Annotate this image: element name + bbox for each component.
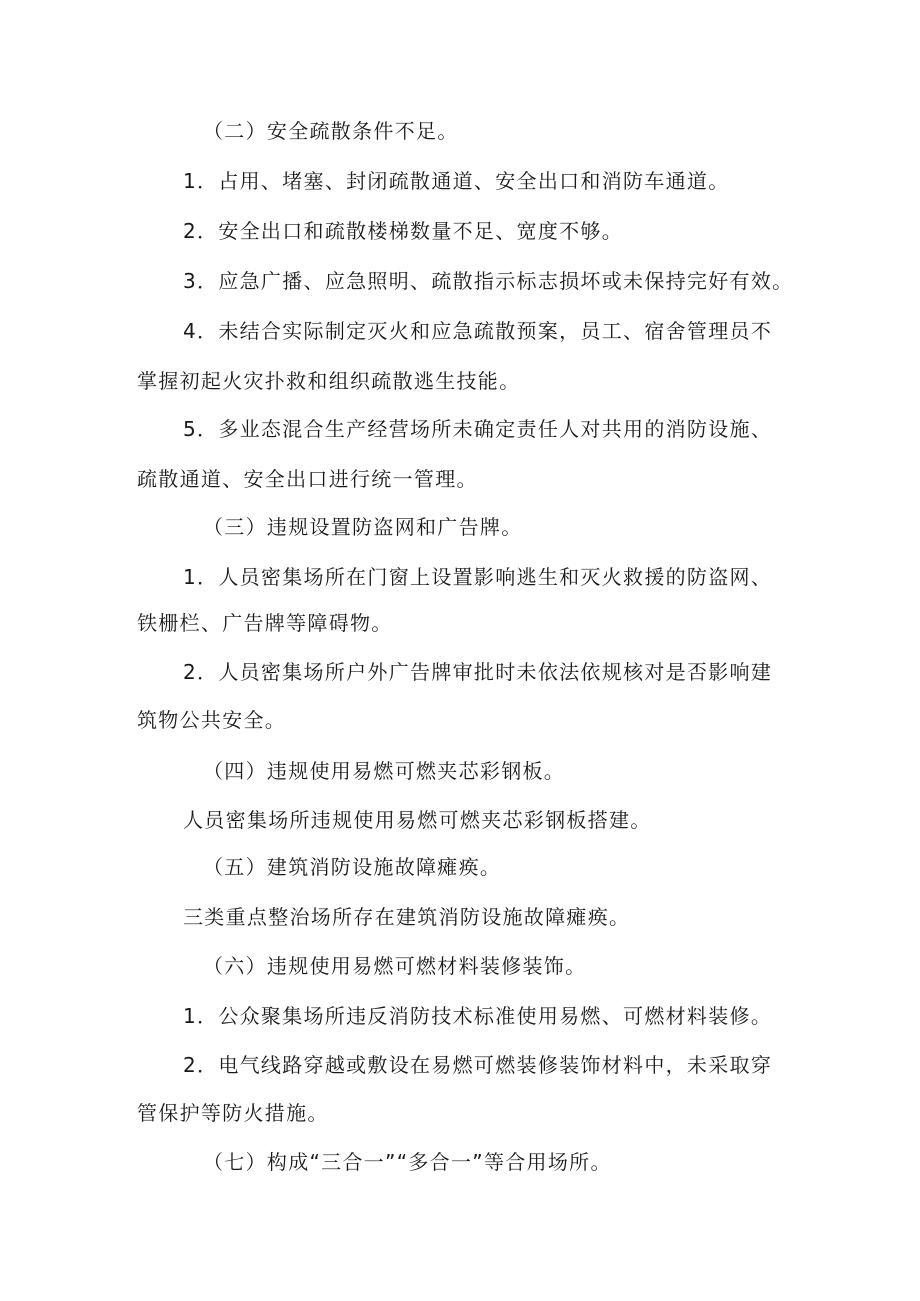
list-item-2-1: 1．占用、堵塞、封闭疏散通道、安全出口和消防车通道。 <box>183 169 730 193</box>
section-heading-7: （七）构成“三合一”“多合一”等合用场所。 <box>203 1150 612 1174</box>
list-item-6-2: 2．电气线路穿越或敷设在易燃可燃装修装饰材料中，未采取穿 <box>183 1053 773 1077</box>
list-item-2-2: 2．安全出口和疏散楼梯数量不足、宽度不够。 <box>183 219 624 243</box>
list-item-2-5-continued: 疏散通道、安全出口进行统一管理。 <box>137 467 478 491</box>
paragraph-5: 三类重点整治场所存在建筑消防设施故障瘫痪。 <box>183 905 631 929</box>
list-item-3-1-continued: 铁栅栏、广告牌等障碍物。 <box>137 611 393 635</box>
list-item-3-1: 1．人员密集场所在门窗上设置影响逃生和灭火救援的防盗网、 <box>183 565 773 589</box>
section-heading-3: （三）违规设置防盗网和广告牌。 <box>203 515 523 539</box>
list-item-3-2: 2．人员密集场所户外广告牌审批时未依法依规核对是否影响建 <box>183 660 773 684</box>
section-heading-6: （六）违规使用易燃可燃材料装修装饰。 <box>203 954 587 978</box>
list-item-3-2-continued: 筑物公共安全。 <box>137 708 287 732</box>
list-item-6-1: 1．公众聚集场所违反消防技术标准使用易燃、可燃材料装修。 <box>183 1004 773 1028</box>
list-item-2-4-continued: 掌握初起火灾扑救和组织疏散逃生技能。 <box>137 369 521 393</box>
paragraph-4: 人员密集场所违规使用易燃可燃夹芯彩钢板搭建。 <box>183 808 652 832</box>
section-heading-4: （四）违规使用易燃可燃夹芯彩钢板。 <box>203 759 566 783</box>
section-heading-2: （二）安全疏散条件不足。 <box>203 119 459 143</box>
list-item-2-5: 5．多业态混合生产经营场所未确定责任人对共用的消防设施、 <box>183 417 773 441</box>
list-item-2-3: 3．应急广播、应急照明、疏散指示标志损坏或未保持完好有效。 <box>183 269 794 293</box>
list-item-6-2-continued: 管保护等防火措施。 <box>137 1101 329 1125</box>
list-item-2-4: 4．未结合实际制定灭火和应急疏散预案，员工、宿舍管理员不 <box>183 319 773 343</box>
section-heading-5: （五）建筑消防设施故障瘫痪。 <box>203 855 502 879</box>
